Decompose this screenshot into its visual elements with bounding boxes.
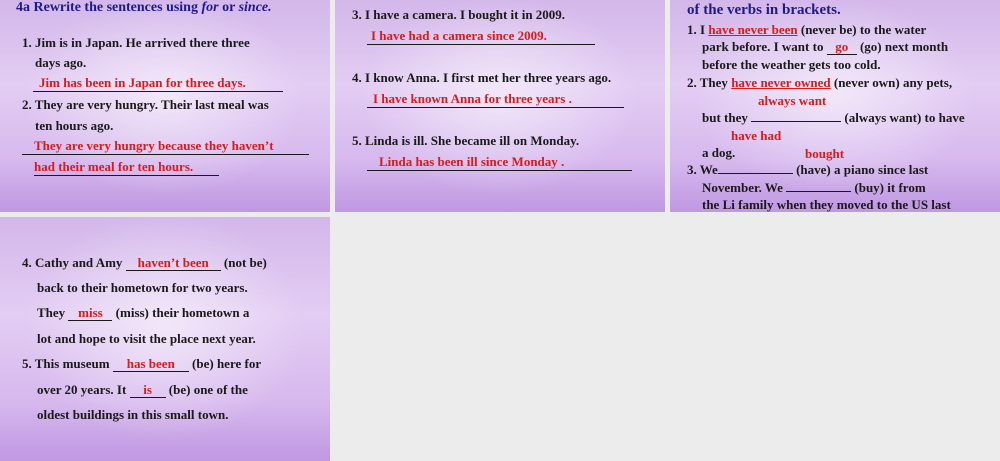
text: park before. I want to [702,39,827,54]
question-2-answer-line-2 [34,159,219,176]
text: over 20 years. It [37,382,130,397]
blank-line [718,162,793,174]
text: 1. I [687,22,709,37]
answer-text: had their meal for ten hours. [34,159,219,176]
slide-verbs-in-brackets [670,0,1000,212]
text: 5. This museum [22,356,113,371]
slide-rewrite-sentences-1 [0,0,330,212]
item-4-line-3 [37,305,249,321]
answer-text: is [130,383,166,398]
item-5-line-1 [22,356,261,372]
item-5-line-2 [37,382,248,398]
slide-rewrite-sentences-2 [335,0,665,212]
text: November. We [702,180,787,195]
item-2-line-2 [702,110,965,126]
text: They [37,305,69,320]
item-4-line-1 [22,255,267,271]
question-1-answer [33,75,283,92]
question-3-answer [367,28,595,45]
slide-title [16,0,272,16]
item-2-answer: always want [758,93,827,108]
item-2-answer-2: have had [731,128,782,143]
question-3: 3. I have a camera. I bought it in 2009. [352,7,566,22]
text: (have) a piano since last [792,162,929,177]
item-3-answer: bought [805,146,845,161]
title-or: or [218,0,239,15]
text: (be) one of the [165,382,248,397]
answer-text: haven’t been [126,256,221,271]
title-for: for [201,0,219,15]
question-1-line-2: days ago. [35,55,87,70]
text: (buy) it from [851,180,926,195]
item-1-line-3: before the weather gets too cold. [702,57,881,72]
answer-text: go [827,40,857,55]
slide-verbs-continued [0,217,330,461]
answer-text: miss [68,306,112,321]
item-4-line-2: back to their hometown for two years. [37,280,248,295]
slide-title: of the verbs in brackets. [687,2,841,18]
question-5-answer [367,154,632,171]
question-2-line-2: ten hours ago. [35,118,114,133]
text: but they [702,110,752,125]
answer-text: They are very hungry because they haven’t [22,138,309,155]
text: (never own) any pets, [830,75,953,90]
text: (miss) their hometown a [112,305,250,320]
text: 3. We [687,162,718,177]
answer-text: have never owned [731,75,831,90]
question-5: 5. Linda is ill. She became ill on Monday. [352,133,580,148]
text: (never be) to the water [797,22,927,37]
item-2-line-3: a dog. [702,145,736,160]
item-3-line-1 [687,162,928,178]
question-1-line-1: 1. Jim is in Japan. He arrived there three [22,35,250,50]
item-1-line-2 [702,39,948,55]
item-3-line-3: the Li family when they moved to the US last [702,197,951,212]
item-1-line-1 [687,22,926,38]
answer-text: I have had a camera since 2009. [367,28,595,45]
item-2-line-1 [687,75,952,91]
title-prefix: 4a Rewrite the sentences using [16,0,202,15]
question-2-answer-line-1 [22,138,309,155]
blank-line [786,180,851,192]
text: 4. Cathy and Amy [22,255,126,270]
text: (be) here for [188,356,262,371]
item-3-line-2 [702,180,926,196]
title-since: since. [238,0,272,15]
answer-text: Jim has been in Japan for three days. [33,75,283,92]
answer-text: has been [113,357,189,372]
text: (always want) to have [841,110,965,125]
text: (not be) [220,255,267,270]
blank-line [751,110,841,122]
answer-text: I have known Anna for three years . [367,91,624,108]
answer-text: Linda has been ill since Monday . [367,154,632,171]
question-2-line-1: 2. They are very hungry. Their last meal was [22,97,269,112]
item-4-line-4: lot and hope to visit the place next year. [37,331,256,346]
answer-text: have never been [708,22,798,37]
text: 2. They [687,75,732,90]
item-5-line-3: oldest buildings in this small town. [37,407,229,422]
question-4-answer [367,91,624,108]
question-4: 4. I know Anna. I first met her three years ago. [352,70,612,85]
text: (go) next month [856,39,949,54]
